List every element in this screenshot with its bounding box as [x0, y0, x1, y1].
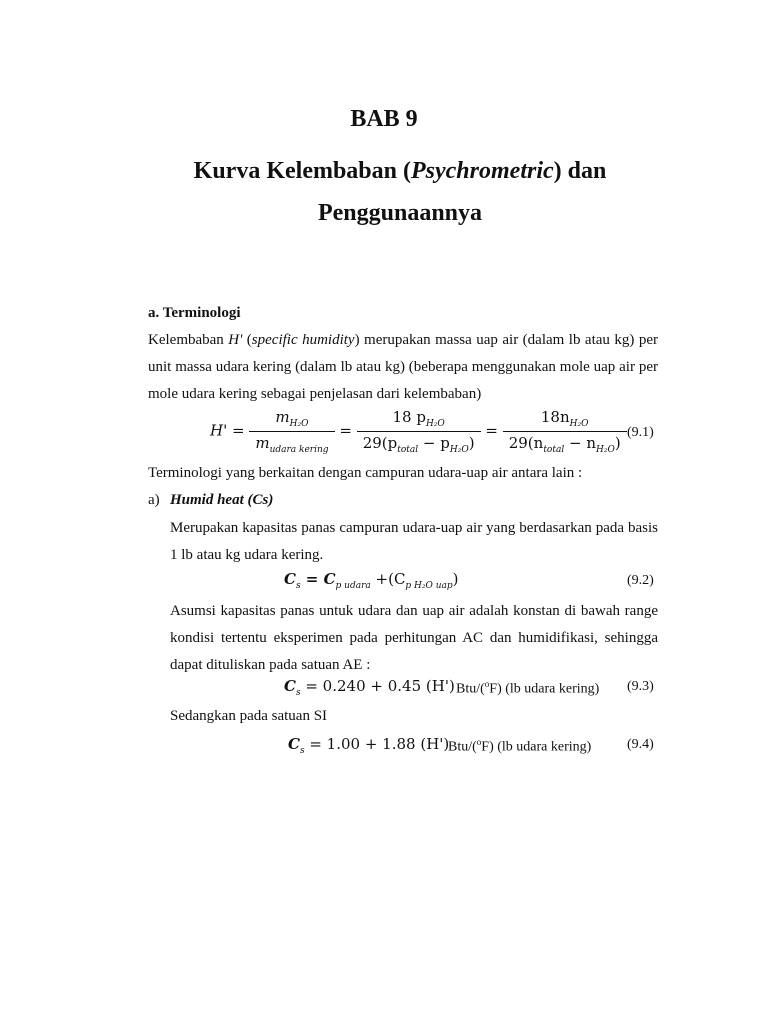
section-heading-terminologi: a. Terminologi — [148, 305, 241, 321]
intro-paragraph: Kelembaban H' (specific humidity) merupakan massa uap air (dalam lb atau kg) per unit massa udara kering (dalam lb atau kg) (beberapa menggunakan mole uap air per mole udara kering sebagai penjelasan dari kelembaban) — [148, 332, 658, 402]
equation-9-2: $C_s = C_{p udara} +(C_{p H_2O uap})$ — [284, 570, 459, 591]
si-line: Sedangkan pada satuan SI — [170, 708, 328, 724]
terminologi-line: Terminologi yang berkaitan dengan campuran udara-uap air antara lain : — [148, 465, 583, 481]
equation-9-4-unit: Btu/($^o$F) (lb udara kering) — [448, 737, 592, 755]
equation-number-9-3: (9.3) — [627, 679, 654, 694]
equation-9-3: $C_s = 0.240 + 0.45$ (H') — [284, 677, 455, 698]
asumsi-paragraph: Asumsi kapasitas panas untuk udara dan uap air adalah konstan di bawah range kondisi tertentu eksperimen pada perhitungan AC dan humidifikasi, sehingga dapat dituliskan pada satuan AE : — [170, 603, 658, 673]
fraction-pressure-ratio: $\frac{18 p_{H_2O}}{29(p_{total} - p_{H_2O})}$ — [357, 408, 481, 455]
specific-humidity-term: specific humidity — [251, 332, 355, 348]
equation-9-3-unit: Btu/($^o$F) (lb udara kering) — [456, 679, 600, 697]
humidity-symbol: H' — [228, 332, 243, 348]
title-suffix: ) dan — [553, 158, 607, 184]
equation-number-9-1: (9.1) — [627, 425, 654, 440]
equation-number-9-4: (9.4) — [627, 737, 654, 752]
chapter-title-line1 — [0, 158, 768, 185]
humid-heat-description: Merupakan kapasitas panas campuran udara-uap air yang berdasarkan pada basis 1 lb atau kg udara kering. — [170, 520, 658, 563]
title-prefix: Kurva Kelembaban ( — [193, 158, 411, 184]
chapter-title-line2: Penggunaannya — [317, 200, 483, 226]
equation-9-1: H' = $\frac{m_{H_2O}}{m_{udara kering}}$ = $\frac{18 p_{H_2O}}{29(p_{total} - p_{H_2O})}$ = $\frac{18n_{H_2O}}{29(n_{total} - n_{H_2O})}$ — [210, 408, 627, 455]
equation-number-9-2: (9.2) — [627, 573, 654, 588]
fraction-mass-ratio: $\frac{m_{H_2O}}{m_{udara kering}}$ — [249, 408, 334, 455]
chapter-heading: BAB 9 — [350, 106, 418, 132]
item-a-label: Humid heat (Cs) — [170, 492, 274, 508]
fraction-mole-ratio: $\frac{18n_{H_2O}}{29(n_{total} - n_{H_2O})}$ — [503, 408, 627, 455]
title-italic: Psychrometric — [411, 158, 554, 184]
item-a-marker: a) — [148, 492, 160, 508]
equation-9-4: $C_s = 1.00 + 1.88$ (H') — [288, 735, 450, 756]
